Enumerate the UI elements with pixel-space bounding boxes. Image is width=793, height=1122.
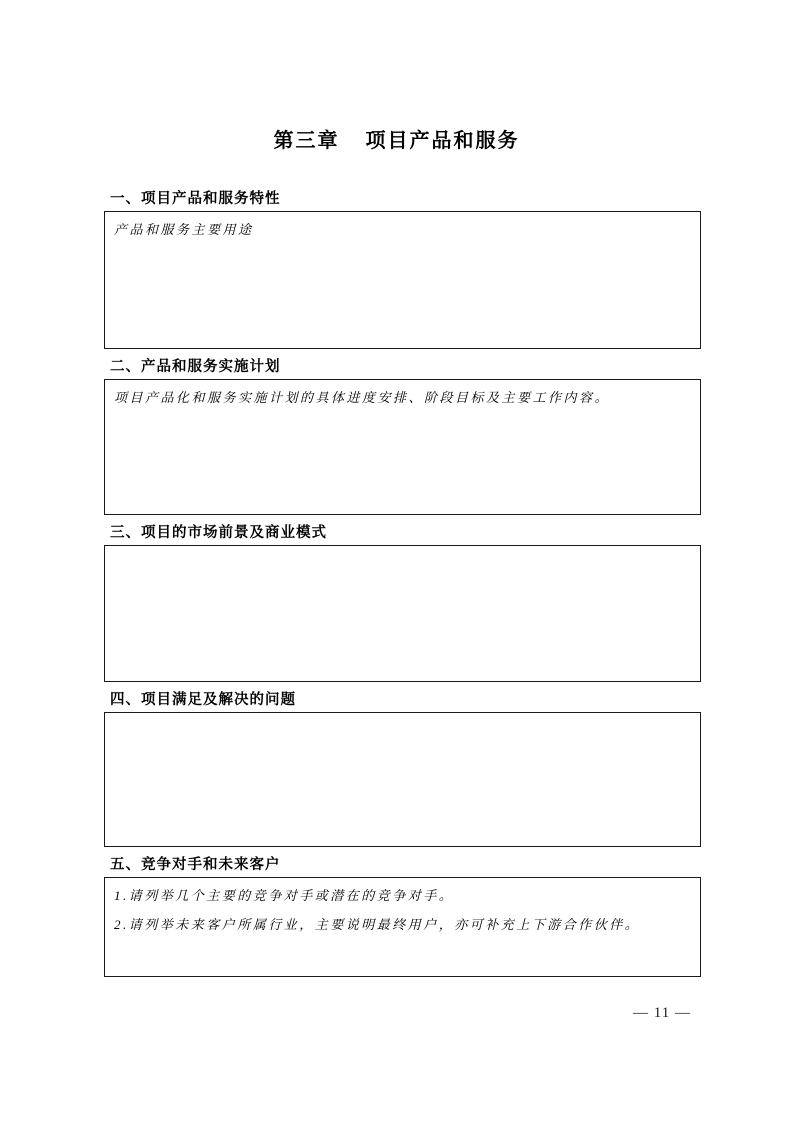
form-section: [104, 190, 701, 349]
form-section: [104, 691, 701, 847]
box-text-line: 2.请列举未来客户所属行业，主要说明最终用户，亦可补充上下游合作伙伴。: [114, 917, 641, 932]
chapter-name: 项目产品和服务: [365, 130, 520, 152]
section-heading: 三、项目的市场前景及商业模式: [110, 525, 327, 541]
section-input-box[interactable]: [104, 379, 701, 515]
section-input-box[interactable]: [104, 211, 701, 349]
page-number: — 11 —: [633, 1005, 691, 1021]
box-text-line: 1.请列举几个主要的竞争对手或潜在的竞争对手。: [114, 888, 455, 903]
page-footer: [104, 1004, 701, 1022]
sections-container: [104, 190, 701, 977]
section-heading: 五、竞争对手和未来客户: [110, 857, 281, 873]
page-content: [104, 190, 701, 1022]
section-input-box[interactable]: [104, 545, 701, 682]
section-input-box[interactable]: [104, 877, 701, 977]
chapter-title: [0, 0, 793, 154]
form-section: [104, 524, 701, 682]
form-section: [104, 856, 701, 977]
section-heading: 二、产品和服务实施计划: [110, 359, 281, 375]
section-heading: 一、项目产品和服务特性: [110, 191, 281, 207]
box-text-line: 项目产品化和服务实施计划的具体进度安排、阶段目标及主要工作内容。: [114, 390, 611, 405]
section-input-box[interactable]: [104, 712, 701, 847]
form-section: [104, 358, 701, 515]
chapter-number: 第三章: [273, 130, 340, 152]
section-heading: 四、项目满足及解决的问题: [110, 692, 296, 708]
box-text-line: 产品和服务主要用途: [114, 222, 254, 237]
